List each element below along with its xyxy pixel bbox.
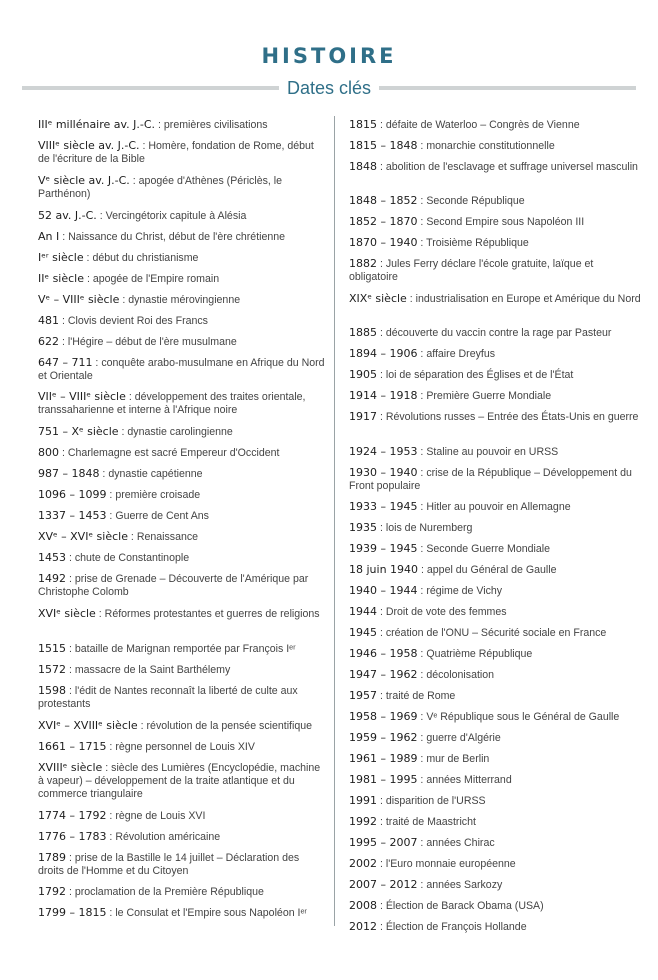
entry-separator: : (125, 391, 135, 403)
entry-date: 1957 (349, 689, 377, 702)
entry-date: 1799 – 1815 (38, 906, 107, 919)
timeline-entry (349, 563, 641, 577)
timeline-entry (349, 647, 641, 661)
entry-text: apogée de l'Empire romain (92, 273, 220, 285)
timeline-entry (349, 347, 641, 361)
entry-text: Seconde Guerre Mondiale (426, 543, 550, 555)
entry-date: XVIIIᵉ siècle (38, 761, 103, 774)
entry-date: 1870 – 1940 (349, 236, 418, 249)
entry-date: 1774 – 1792 (38, 809, 107, 822)
timeline-entry (349, 445, 641, 459)
timeline-entry (38, 761, 328, 801)
entry-text: Troisième République (426, 237, 529, 249)
entry-separator: : (139, 140, 149, 152)
timeline-entry (38, 719, 328, 733)
entry-text: Renaissance (136, 531, 199, 543)
timeline-entry (349, 500, 641, 514)
entry-text: Réformes protestantes et guerres de religions (104, 608, 320, 620)
entry-separator: : (59, 231, 69, 243)
entry-separator: : (417, 467, 427, 479)
entry-separator: : (59, 447, 68, 459)
timeline-entry (349, 368, 641, 382)
timeline-entry (349, 139, 641, 153)
entry-separator: : (417, 140, 427, 152)
entry-text: siècle des Lumières (Encyclopédie, machine à vapeur) – développement de la traite atlantique et du commerce triangulaire (38, 762, 321, 800)
timeline-entry (38, 488, 328, 502)
entry-text: apogée d'Athènes (Périclès, le Parthénon) (38, 175, 283, 200)
entry-text: Révolution américaine (115, 831, 221, 843)
entry-separator: : (106, 831, 116, 843)
entry-date: 1337 – 1453 (38, 509, 107, 522)
entry-separator: : (377, 258, 386, 270)
entry-text: loi de séparation des Églises et de l'État (385, 369, 574, 381)
timeline-entry (38, 390, 328, 417)
entry-text: l'Euro monnaie européenne (385, 858, 516, 870)
entry-separator: : (66, 664, 75, 676)
timeline-entry (38, 607, 328, 621)
timeline-entry (349, 292, 641, 306)
entry-text: chute de Constantinople (74, 552, 190, 564)
entry-separator: : (377, 161, 386, 173)
entry-text: industrialisation en Europe et Amérique du Nord (415, 293, 641, 305)
entry-text: crise de la République – Développement du Front populaire (349, 467, 632, 492)
entry-separator: : (119, 294, 129, 306)
entry-date: VIIIᵉ siècle av. J.-C. (38, 139, 140, 152)
timeline-entry (349, 389, 641, 403)
timeline-entry (38, 851, 328, 878)
entry-date: Vᵉ siècle av. J.-C. (38, 174, 130, 187)
entry-text: Charlemagne est sacré Empereur d'Occident (67, 447, 280, 459)
entry-text: prise de Grenade – Découverte de l'Amérique par Christophe Colomb (38, 573, 309, 598)
page-title: HISTOIRE (261, 44, 397, 68)
entry-text: monarchie constitutionnelle (426, 140, 555, 152)
timeline-entry (349, 773, 641, 787)
entry-date: 622 (38, 335, 59, 348)
entry-text: années Chirac (426, 837, 495, 849)
timeline-entry (349, 899, 641, 913)
entry-separator: : (66, 886, 75, 898)
entry-separator: : (377, 921, 386, 933)
entry-text: Second Empire sous Napoléon III (426, 216, 585, 228)
entry-text: années Mitterrand (426, 774, 512, 786)
entry-date: 1914 – 1918 (349, 389, 418, 402)
entry-separator: : (417, 216, 427, 228)
entry-text: Droit de vote des femmes (385, 606, 507, 618)
entry-date: 1882 (349, 257, 377, 270)
entry-date: XVIᵉ siècle (38, 607, 96, 620)
entry-date: 1924 – 1953 (349, 445, 418, 458)
entry-text: Élection de François Hollande (385, 921, 527, 933)
entry-date: 1885 (349, 326, 377, 339)
timeline-entry (38, 740, 328, 754)
entry-text: règne de Louis XVI (115, 810, 206, 822)
entry-separator: : (106, 810, 116, 822)
entry-text: disparition de l'URSS (385, 795, 486, 807)
entry-date: XIXᵉ siècle (349, 292, 407, 305)
entry-date: 18 juin 1940 (349, 563, 419, 576)
entry-separator: : (417, 501, 427, 513)
timeline-entry (349, 257, 641, 284)
entry-separator: : (377, 522, 386, 534)
entry-separator: : (99, 468, 109, 480)
timeline-entry (349, 542, 641, 556)
entry-date: 1991 (349, 794, 377, 807)
timeline-entry (38, 251, 328, 265)
entry-text: mur de Berlin (426, 753, 490, 765)
entry-text: Seconde République (426, 195, 525, 207)
entry-separator: : (417, 732, 427, 744)
entry-text: Élection de Barack Obama (USA) (385, 900, 544, 912)
entry-text: années Sarkozy (426, 879, 503, 891)
timeline-entry (349, 605, 641, 619)
entry-separator: : (377, 858, 386, 870)
entry-separator: : (66, 852, 75, 864)
entry-separator: : (106, 907, 116, 919)
entry-separator: : (417, 390, 427, 402)
entry-date: 2008 (349, 899, 377, 912)
entry-date: 1959 – 1962 (349, 731, 418, 744)
entry-date: Vᵉ – VIIIᵉ siècle (38, 293, 120, 306)
timeline-entry (38, 356, 328, 383)
entry-separator: : (377, 900, 386, 912)
entry-date: 1905 (349, 368, 377, 381)
entry-date: 1935 (349, 521, 377, 534)
timeline-entry (349, 160, 641, 174)
entry-text: traité de Rome (385, 690, 456, 702)
entry-date: 1940 – 1944 (349, 584, 418, 597)
timeline-entry (38, 139, 328, 166)
entry-date: 1492 (38, 572, 66, 585)
timeline-entry (349, 668, 641, 682)
entry-date: 1930 – 1940 (349, 466, 418, 479)
entry-date: 1944 (349, 605, 377, 618)
entry-separator: : (66, 552, 75, 564)
timeline-entry (38, 314, 328, 328)
entry-text: Vᵉ République sous le Général de Gaulle (426, 711, 620, 723)
timeline-entry (349, 410, 641, 424)
entry-separator: : (417, 648, 427, 660)
entry-separator: : (417, 237, 427, 249)
timeline-entry (38, 174, 328, 201)
entry-separator: : (417, 446, 427, 458)
timeline-entry (38, 118, 328, 132)
entry-separator: : (84, 273, 93, 285)
timeline-entry (38, 209, 328, 223)
entry-date: 1815 (349, 118, 377, 131)
entry-date: 1958 – 1969 (349, 710, 418, 723)
entry-text: dynastie carolingienne (127, 426, 233, 438)
entry-text: dynastie capétienne (108, 468, 203, 480)
timeline-entry (349, 752, 641, 766)
entry-date: 52 av. J.-C. (38, 209, 97, 222)
entry-text: lois de Nuremberg (385, 522, 473, 534)
entry-separator: : (106, 489, 116, 501)
entry-text: règne personnel de Louis XIV (115, 741, 255, 753)
entry-text: prise de la Bastille le 14 juillet – Déclaration des droits de l'Homme et du Citoyen (38, 852, 300, 877)
timeline-entry (349, 326, 641, 340)
entry-text: traité de Maastricht (385, 816, 476, 828)
entry-date: 1933 – 1945 (349, 500, 418, 513)
entry-text: premières civilisations (163, 119, 268, 131)
entry-separator: : (66, 643, 75, 655)
entry-text: Révolutions russes – Entrée des États-Unis en guerre (385, 411, 639, 423)
timeline-entry (349, 626, 641, 640)
timeline-entry (349, 710, 641, 724)
entry-date: 800 (38, 446, 59, 459)
timeline-entry (349, 466, 641, 493)
timeline-entry (38, 272, 328, 286)
entry-separator: : (96, 210, 106, 222)
entry-separator: : (377, 606, 386, 618)
timeline-entry (349, 836, 641, 850)
entry-date: 1939 – 1945 (349, 542, 418, 555)
entry-text: création de l'ONU – Sécurité sociale en France (385, 627, 607, 639)
entry-text: régime de Vichy (426, 585, 503, 597)
entry-date: 1917 (349, 410, 377, 423)
entry-separator: : (406, 293, 416, 305)
entry-date: 2007 – 2012 (349, 878, 418, 891)
entry-date: XVIᵉ – XVIIIᵉ siècle (38, 719, 138, 732)
entry-date: 1792 (38, 885, 66, 898)
entry-text: bataille de Marignan remportée par François Iᵉʳ (74, 643, 296, 655)
entry-separator: : (417, 195, 427, 207)
entry-separator: : (137, 720, 147, 732)
timeline-entry (38, 509, 328, 523)
entry-date: 481 (38, 314, 59, 327)
entry-separator: : (377, 690, 386, 702)
entry-separator: : (66, 573, 75, 585)
entry-date: 1572 (38, 663, 66, 676)
entry-date: 1961 – 1989 (349, 752, 418, 765)
entry-text: conquête arabo-musulmane en Afrique du Nord et Orientale (38, 357, 325, 382)
entry-date: 2012 (349, 920, 377, 933)
entry-date: 2002 (349, 857, 377, 870)
entry-date: 1515 (38, 642, 66, 655)
entry-date: IIᵉ siècle (38, 272, 84, 285)
timeline-entry (349, 194, 641, 208)
entry-separator: : (92, 357, 102, 369)
entry-separator: : (417, 774, 427, 786)
entry-text: Guerre de Cent Ans (115, 510, 209, 522)
timeline-entry (38, 885, 328, 899)
entry-text: proclamation de la Première République (74, 886, 264, 898)
timeline-entry (38, 572, 328, 599)
entry-text: Homère, fondation de Rome, début de l'écriture de la Bible (38, 140, 314, 165)
entry-separator: : (377, 795, 386, 807)
entry-text: première croisade (115, 489, 201, 501)
entry-text: Naissance du Christ, début de l'ère chrétienne (68, 231, 286, 243)
page-subtitle: Dates clés (286, 77, 372, 98)
timeline-entry (38, 425, 328, 439)
entry-date: 1947 – 1962 (349, 668, 418, 681)
entry-text: dynastie mérovingienne (128, 294, 241, 306)
entry-date: 1598 (38, 684, 66, 697)
entry-text: Staline au pouvoir en URSS (426, 446, 559, 458)
entry-separator: : (417, 543, 427, 555)
entry-separator: : (377, 411, 386, 423)
entry-text: abolition de l'esclavage et suffrage universel masculin (385, 161, 638, 173)
entry-text: Clovis devient Roi des Francs (67, 315, 208, 327)
entry-date: 1992 (349, 815, 377, 828)
entry-separator: : (118, 426, 128, 438)
subtitle-rule-left (22, 86, 279, 90)
entry-text: développement des traites orientale, transsaharienne et interne à l'Afrique noire (38, 391, 306, 416)
entry-separator: : (417, 837, 427, 849)
entry-separator: : (417, 879, 427, 891)
entry-separator: : (418, 564, 427, 576)
timeline-entry (38, 642, 328, 656)
entry-date: VIIᵉ – VIIIᵉ siècle (38, 390, 126, 403)
timeline-entry (38, 684, 328, 711)
entry-separator: : (129, 175, 139, 187)
entry-separator: : (377, 327, 386, 339)
entry-date: 751 – Xᵉ siècle (38, 425, 119, 438)
entry-separator: : (127, 531, 137, 543)
timeline-entry (349, 878, 641, 892)
entry-text: guerre d'Algérie (426, 732, 501, 744)
timeline-entry (349, 521, 641, 535)
entry-date: 1945 (349, 626, 377, 639)
timeline-entry (38, 551, 328, 565)
entry-date: 1852 – 1870 (349, 215, 418, 228)
timeline-entry (38, 809, 328, 823)
entry-text: affaire Dreyfus (426, 348, 496, 360)
entry-date: 987 – 1848 (38, 467, 100, 480)
entry-text: Jules Ferry déclare l'école gratuite, laïque et obligatoire (349, 258, 594, 283)
entry-date: 1096 – 1099 (38, 488, 107, 501)
timeline-entry (38, 830, 328, 844)
entry-separator: : (106, 741, 116, 753)
entry-text: Quatrième République (426, 648, 533, 660)
timeline-entry (349, 857, 641, 871)
timeline-entry (349, 794, 641, 808)
timeline-entry (38, 906, 328, 920)
entry-separator: : (66, 685, 75, 697)
entry-separator: : (102, 762, 112, 774)
timeline-entry (349, 689, 641, 703)
entry-date: 1981 – 1995 (349, 773, 418, 786)
entry-separator: : (83, 252, 93, 264)
entry-text: Première Guerre Mondiale (426, 390, 552, 402)
timeline-entry (38, 530, 328, 544)
entry-separator: : (155, 119, 164, 131)
entry-text: révolution de la pensée scientifique (146, 720, 313, 732)
column-divider (334, 116, 335, 926)
entry-date: 1946 – 1958 (349, 647, 418, 660)
entry-separator: : (377, 627, 386, 639)
entry-text: massacre de la Saint Barthélemy (74, 664, 231, 676)
timeline-entry (38, 335, 328, 349)
timeline-entry (349, 236, 641, 250)
entry-text: défaite de Waterloo – Congrès de Vienne (385, 119, 580, 131)
entry-date: 1453 (38, 551, 66, 564)
timeline-entry (349, 584, 641, 598)
subtitle-rule-right (379, 86, 636, 90)
entry-date: An I (38, 230, 60, 243)
entry-date: 647 – 711 (38, 356, 93, 369)
entry-date: 1789 (38, 851, 66, 864)
entry-text: découverte du vaccin contre la rage par Pasteur (385, 327, 612, 339)
entry-date: IIIᵉ millénaire av. J.-C. (38, 118, 156, 131)
entry-date: 1894 – 1906 (349, 347, 418, 360)
timeline-entry (38, 230, 328, 244)
entry-date: 1848 – 1852 (349, 194, 418, 207)
entry-date: XVᵉ – XVIᵉ siècle (38, 530, 128, 543)
entry-separator: : (417, 711, 427, 723)
timeline-entry (349, 815, 641, 829)
entry-separator: : (377, 369, 386, 381)
entry-text: Hitler au pouvoir en Allemagne (426, 501, 571, 513)
entry-date: 1848 (349, 160, 377, 173)
entry-separator: : (106, 510, 116, 522)
timeline-entry (38, 446, 328, 460)
timeline-entry (349, 920, 641, 934)
entry-separator: : (417, 753, 427, 765)
entry-date: 1995 – 2007 (349, 836, 418, 849)
entry-text: Vercingétorix capitule à Alésia (105, 210, 247, 222)
entry-text: l'Hégire – début de l'ère musulmane (67, 336, 237, 348)
entry-separator: : (59, 336, 68, 348)
entry-text: décolonisation (426, 669, 495, 681)
entry-text: le Consulat et l'Empire sous Napoléon Iᵉʳ (115, 907, 307, 919)
timeline-entry (349, 731, 641, 745)
entry-text: début du christianisme (92, 252, 199, 264)
entry-separator: : (417, 348, 427, 360)
timeline-entry (349, 215, 641, 229)
entry-separator: : (59, 315, 68, 327)
entry-date: 1815 – 1848 (349, 139, 418, 152)
entry-date: 1776 – 1783 (38, 830, 107, 843)
timeline-entry (38, 293, 328, 307)
entry-separator: : (377, 119, 386, 131)
entry-text: appel du Général de Gaulle (426, 564, 557, 576)
entry-separator: : (95, 608, 105, 620)
timeline-entry (38, 467, 328, 481)
entry-separator: : (417, 585, 427, 597)
timeline-entry (38, 663, 328, 677)
entry-separator: : (377, 816, 386, 828)
entry-date: Iᵉʳ siècle (38, 251, 84, 264)
subtitle-row (22, 76, 636, 100)
entry-separator: : (417, 669, 427, 681)
entry-text: l'édit de Nantes reconnaît la liberté de culte aux protestants (38, 685, 298, 710)
entry-date: 1661 – 1715 (38, 740, 107, 753)
timeline-entry (349, 118, 641, 132)
